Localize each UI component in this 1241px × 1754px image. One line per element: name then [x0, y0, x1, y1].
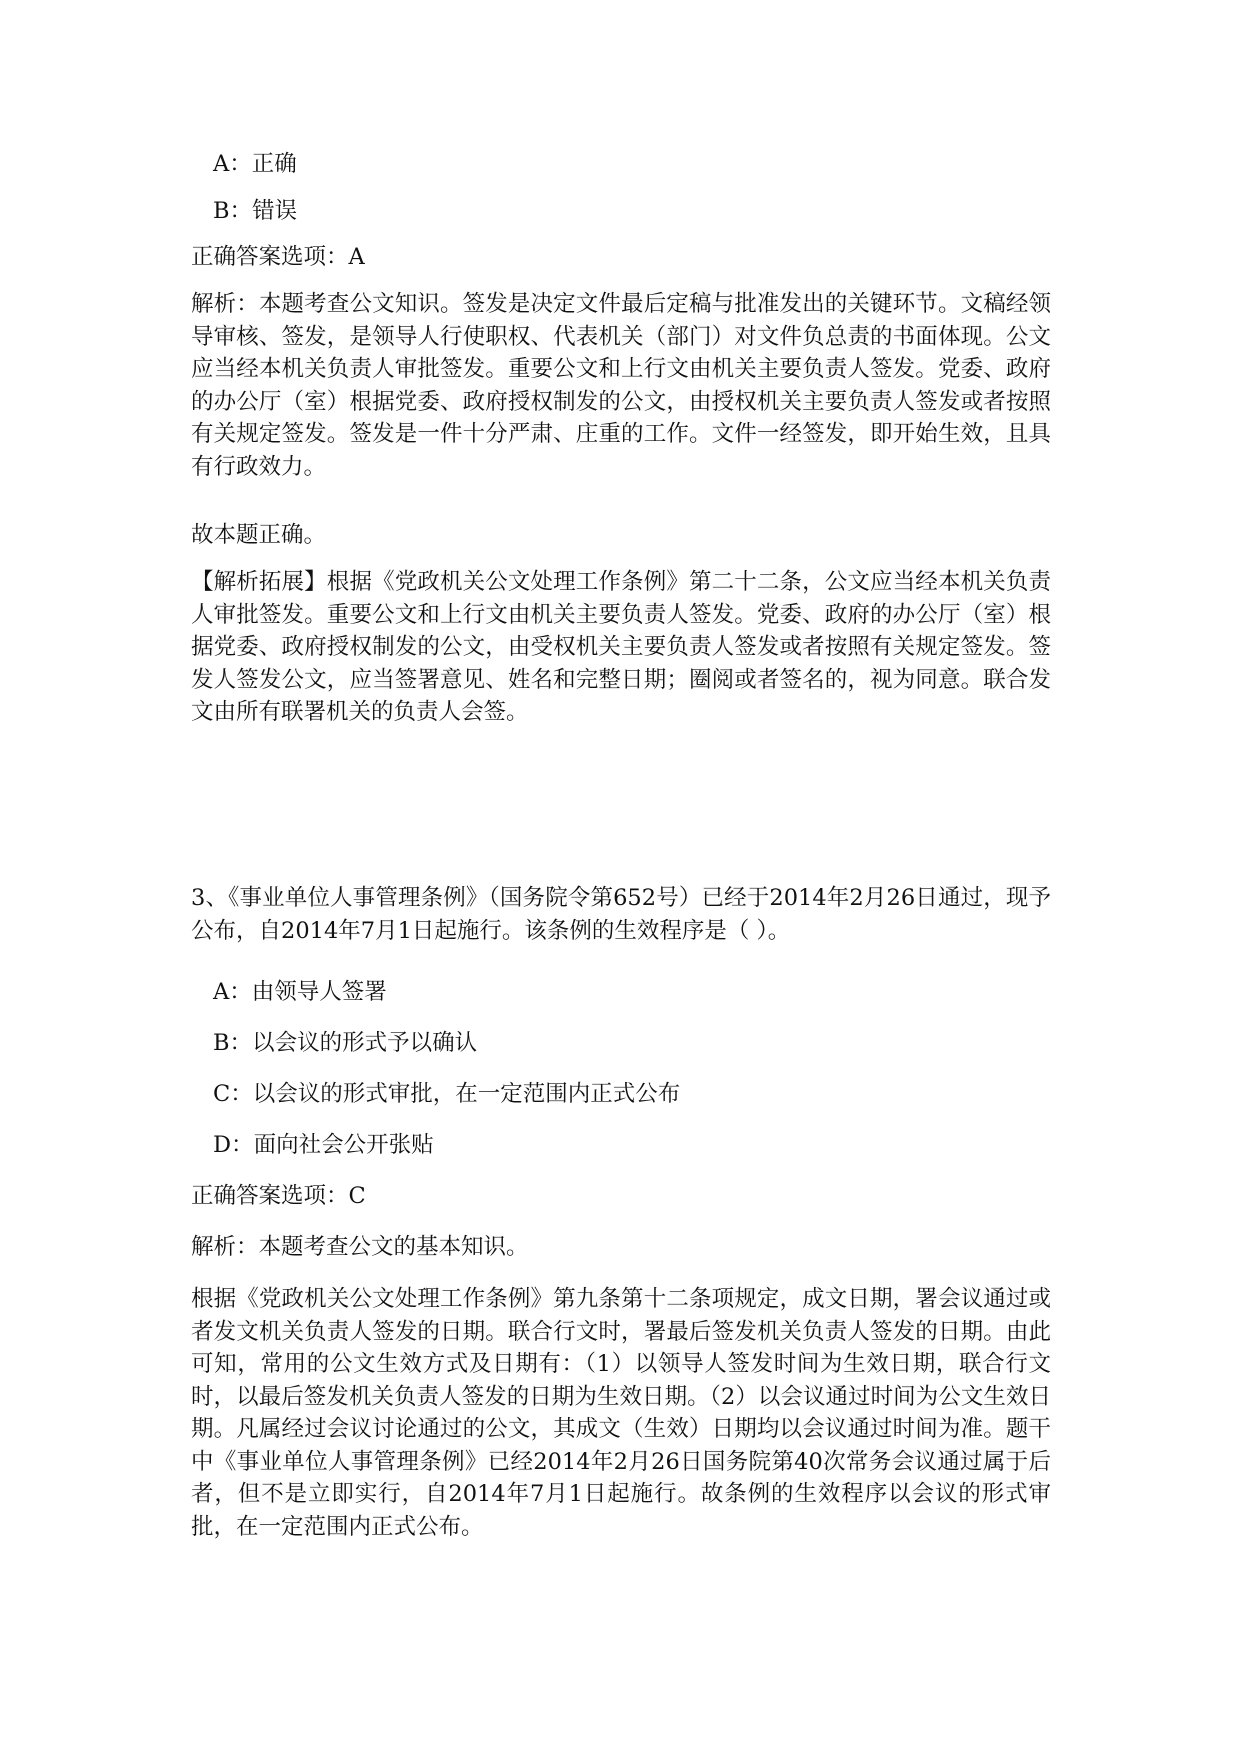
q3-option-a: [213, 976, 387, 1008]
q2-analysis: 解析：本题考查公文知识。签发是决定文件最后定稿与批准发出的关键环节。文稿经领导审核、签发，是领导人行使职权、代表机关（部门）对文件负总责的书面体现。公文应当经本机关负责人审批签发。重要公文和上行文由机关主要负责人签发。党委、政府的办公厅（室）根据党委、政府授权制发的公文，由授权机关主要负责人签发或者按照有关规定签发。签发是一件十分严肃、庄重的工作。文件一经签发，即开始生效，且具有行政效力。: [191, 291, 1051, 480]
option-separator: ：: [231, 1132, 254, 1158]
q2-conclusion: 故本题正确。: [191, 522, 327, 548]
answer-label: 正确答案选项：: [191, 244, 349, 270]
option-key: C: [213, 1081, 231, 1107]
option-text: 错误: [252, 198, 298, 224]
option-text: 正确: [251, 151, 297, 177]
option-text: 以会议的形式予以确认: [252, 1030, 478, 1056]
option-key: A: [213, 979, 230, 1005]
q3-explanation: 根据《党政机关公文处理工作条例》第九条第十二条项规定，成文日期，署会议通过或者发文机关负责人签发的日期。联合行文时，署最后签发机关负责人签发的日期。由此可知，常用的公文生效方式及日期有：（1）以领导人签发时间为生效日期，联合行文时，以最后签发机关负责人签发的日期为生效日期。（2）以会议通过时间为公文生效日期。凡属经过会议讨论通过的公文，其成文（生效）日期均以会议通过时间为准。题干中《事业单位人事管理条例》已经2014年2月26日国务院第40次常务会议通过属于后者，但不是立即实行，自2014年7月1日起施行。故条例的生效程序以会议的形式审批，在一定范围内正式公布。: [191, 1286, 1051, 1540]
q2-extension: 【解析拓展】根据《党政机关公文处理工作条例》第二十二条，公文应当经本机关负责人审批签发。重要公文和上行文由机关主要负责人签发。党委、政府的办公厅（室）根据党委、政府授权制发的公文，由受权机关主要负责人签发或者按照有关规定签发。签发人签发公文，应当签署意见、姓名和完整日期；圈阅或者签名的，视为同意。联合发文由所有联署机关的负责人会签。: [191, 569, 1051, 725]
option-text: 以会议的形式审批，在一定范围内正式公布: [252, 1081, 681, 1107]
q2-answer: [191, 241, 365, 273]
q2-option-b: [213, 195, 297, 227]
q3-option-c: [213, 1078, 680, 1110]
q2-option-a: [213, 148, 297, 180]
option-key: D: [213, 1132, 232, 1158]
option-key: A: [213, 151, 230, 177]
option-separator: ：: [229, 198, 253, 224]
answer-label: 正确答案选项：: [191, 1183, 349, 1209]
q3-analysis: 解析：本题考查公文的基本知识。: [191, 1234, 529, 1260]
answer-value: C: [348, 1183, 366, 1209]
option-separator: ：: [229, 1030, 253, 1056]
q3-option-b: [213, 1027, 477, 1059]
option-separator: ：: [229, 151, 252, 177]
option-key: B: [213, 1030, 230, 1056]
q3-option-d: [213, 1129, 434, 1161]
option-text: 面向社会公开张贴: [253, 1132, 434, 1158]
option-separator: ：: [229, 979, 252, 1005]
answer-value: A: [348, 244, 365, 270]
q3-answer: [191, 1180, 366, 1212]
option-separator: ：: [230, 1081, 253, 1107]
option-key: B: [213, 198, 230, 224]
q3-question: 3、《事业单位人事管理条例》（国务院令第652号）已经于2014年2月26日通过，现予公布，自2014年7月1日起施行。该条例的生效程序是（ ）。: [191, 885, 1051, 944]
option-text: 由领导人签署: [251, 979, 387, 1005]
